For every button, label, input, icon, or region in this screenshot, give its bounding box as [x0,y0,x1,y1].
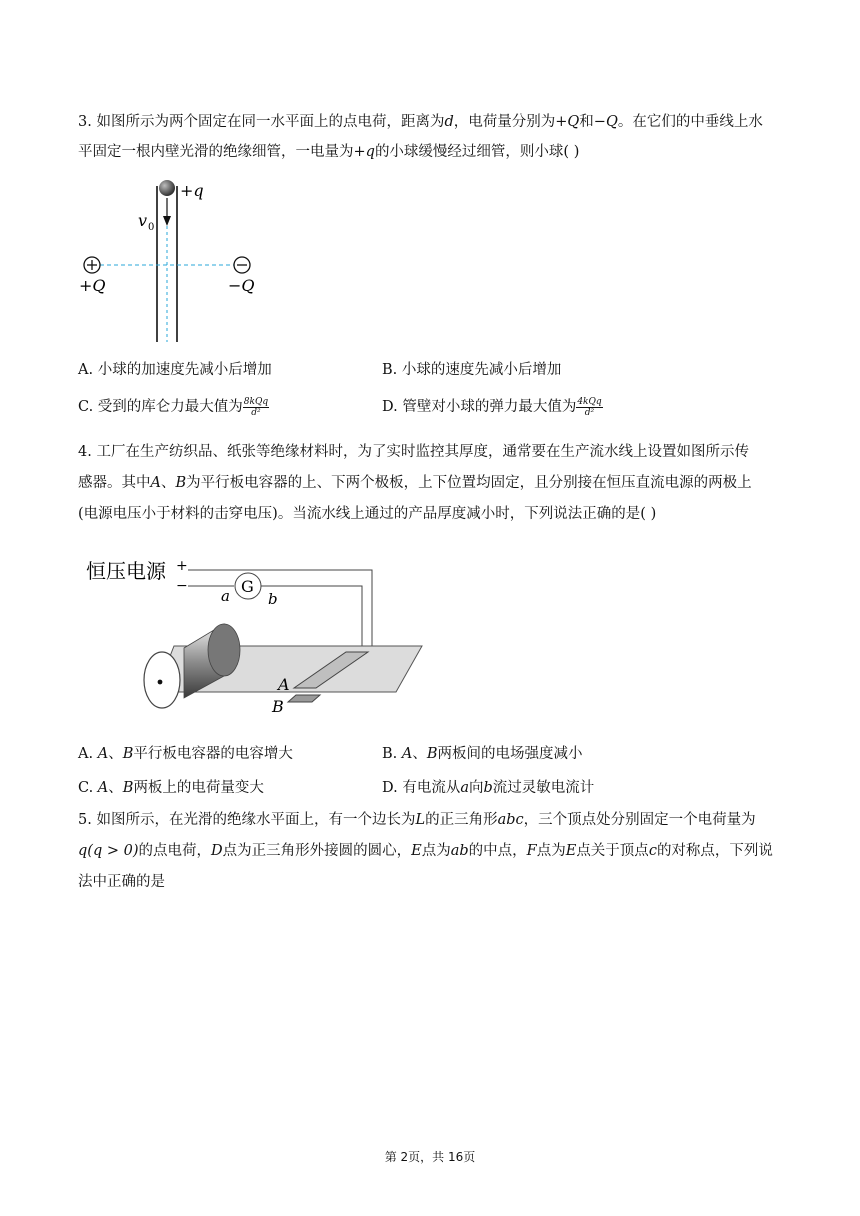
option-text: 两板间的电场强度减小 [437,746,583,762]
fraction-d [576,397,602,418]
roller-end-front [144,652,180,708]
var-A: A [97,746,109,762]
var-F: F [526,843,537,859]
q5-line-3: 法中正确的是 [78,874,165,890]
q3-text: ，电荷量分别为 [453,114,556,130]
ball-icon [159,180,175,196]
q3-text: 平固定一根内壁光滑的绝缘细管，一电量为 [78,144,354,160]
option-prefix: B. [382,746,402,762]
q4-text: 、 [160,475,176,491]
option-prefix: A. [78,746,98,762]
var-plus-Q: +Q [555,114,580,130]
q5-text: 的中点， [468,843,527,859]
q4-text: 感器。其中 [78,475,151,491]
q3-option-d[interactable] [382,395,603,418]
roller-end-back [208,624,240,676]
q5-text: 5. 如图所示，在光滑的绝缘水平面上，有一个边长为 [78,812,416,828]
var-minus-Q: −Q [593,114,618,130]
option-text: 平行板电容器的电容增大 [133,746,293,762]
terminal-b-label: b [268,590,278,608]
q3-text: 3. 如图所示为两个固定在同一水平面上的点电荷，距离为 [78,114,445,130]
var-d: d [444,114,454,130]
var-E: E [411,843,422,859]
q3-option-b[interactable]: B. 小球的速度先减小后增加 [382,362,562,378]
var-D: D [210,843,223,859]
q3-line-1 [78,110,778,131]
label-plus-Q: +Q [79,276,106,295]
q5-text: 点为 [536,843,566,859]
var-B: B [122,746,134,762]
separator: 、 [412,746,427,762]
terminal-a-label: a [221,587,230,605]
fraction-den: d² [584,407,595,418]
var-q: q(q > 0) [78,843,139,859]
label-plus-q: +q [180,181,204,200]
option-text: 两板上的电荷量变大 [133,780,264,796]
q3-text: 的小球缓慢经过细管，则小球( ) [374,144,580,160]
plate-A-label: A [278,675,290,694]
q5-text: 的正三角形 [425,812,498,828]
q4-option-c[interactable] [78,776,264,797]
option-c-text: C. 受到的库仑力最大值为 [78,399,243,415]
var-A: A [401,746,413,762]
q4-option-d[interactable] [382,776,594,797]
var-A: A [97,780,109,796]
q4-line-2 [78,471,778,492]
option-prefix: C. [78,780,98,796]
galvanometer-label: G [241,577,254,596]
q5-text: 点为 [421,843,451,859]
q3-line-2 [78,140,778,161]
var-B: B [122,780,134,796]
label-minus-Q: −Q [228,276,255,295]
q3-text: 。在它们的中垂线上水 [617,114,763,130]
var-E: E [565,843,577,859]
fraction-num: 4kQq [577,396,602,407]
roller-axle-icon [158,680,163,685]
var-B: B [175,475,187,491]
velocity-arrow-head-icon [163,216,171,226]
page-footer: 第 2页，共 16页 [384,1150,476,1164]
q5-line-2 [78,839,778,860]
var-L: L [415,812,426,828]
option-text: 向 [468,780,484,796]
q4-figure [84,552,444,722]
q3-option-c[interactable] [78,395,269,418]
q4-text: 为平行板电容器的上、下两个极板，上下位置均固定，且分别接在恒压直流电源的两极上 [186,475,752,491]
plate-B-label: B [272,697,284,716]
option-text: 流过灵敏电流计 [492,780,595,796]
label-v0-sub: 0 [148,222,155,233]
q5-text: 点关于顶点 [576,843,649,859]
q5-text: ，三个顶点处分别固定一个电荷量为 [523,812,756,828]
label-v0: v [138,211,148,230]
var-b: b [483,780,493,796]
q4-option-b[interactable] [382,742,583,763]
q5-line-1 [78,808,778,829]
var-B: B [426,746,438,762]
power-plus-label: + [176,558,188,574]
separator: 、 [108,780,123,796]
var-abc: abc [497,812,524,828]
q3-option-a[interactable]: A. 小球的加速度先减小后增加 [78,362,272,378]
plate-B [288,695,320,702]
var-ab: ab [450,843,469,859]
q5-text: 的点电荷， [138,843,211,859]
var-plus-q: +q [353,144,375,160]
q4-line-1: 4. 工厂在生产纺织品、纸张等绝缘材料时，为了实时监控其厚度，通常要在生产流水线上设置如图所示传 [78,444,749,460]
option-d-text: D. 管壁对小球的弹力最大值为 [382,399,577,415]
var-a: a [460,780,469,796]
q5-text: 的对称点，下列说 [656,843,773,859]
option-prefix: D. 有电流从 [382,780,461,796]
power-minus-label: − [176,578,188,594]
var-A: A [150,475,161,491]
var-c: c [648,843,657,859]
q5-text: 点为正三角形外接圆的圆心， [222,843,412,859]
separator: 、 [108,746,123,762]
fraction-c [243,397,269,418]
q4-line-3: (电源电压小于材料的击穿电压)。当流水线上通过的产品厚度减小时，下列说法正确的是( ) [78,506,657,522]
q4-option-a[interactable] [78,742,293,763]
fraction-num: 8kQq [243,396,269,407]
fraction-den: d² [251,407,261,418]
power-source-label: 恒压电源 [86,559,166,583]
q3-figure [76,174,276,346]
q3-text: 和 [579,114,594,130]
